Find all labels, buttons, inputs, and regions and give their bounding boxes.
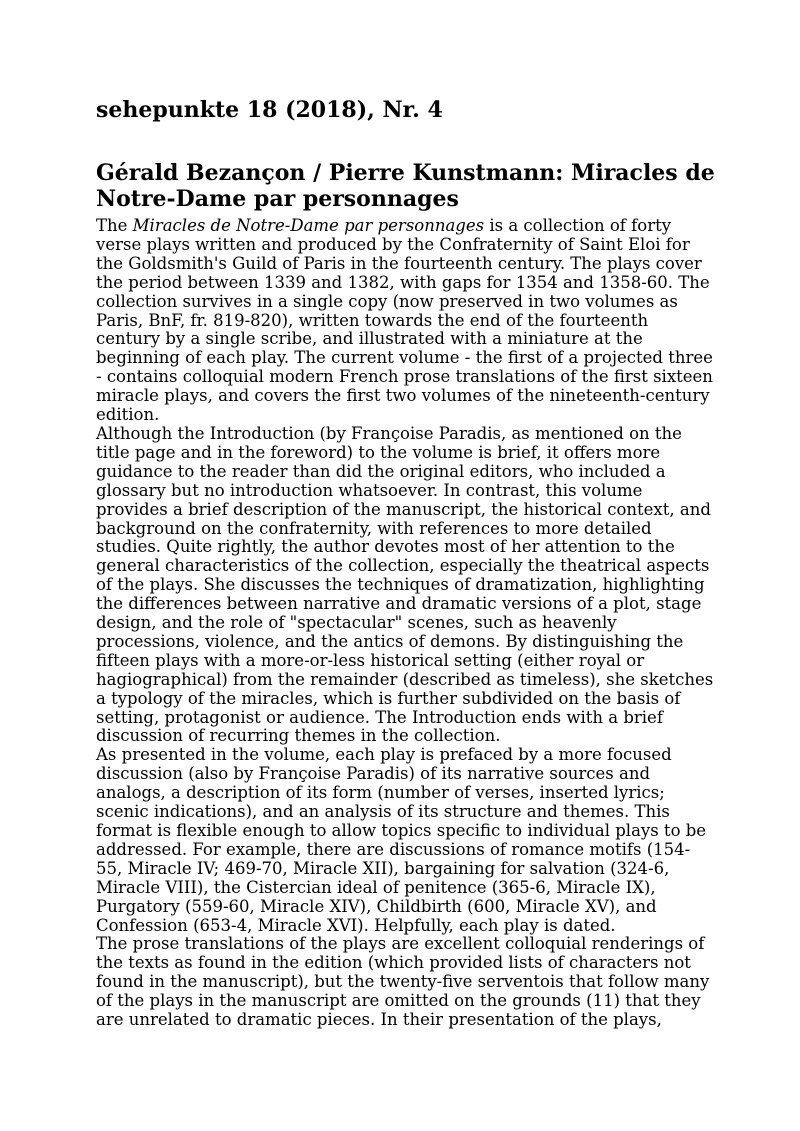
document-page: [96, 96, 716, 1030]
paragraph-1: [96, 217, 716, 425]
paragraph-3: As presented in the volume, each play is prefaced by a more focused discussion (also by Françoise Paradis) of its narrative sources and analogs, a description of its form (number of verses, inserted lyrics; scenic indications), and an analysis of its structure and themes. This format is flexible enough to allow topics specific to individual plays to be addressed. For example, there are discussions of romance motifs (154-55, Miracle IV; 469-70, Miracle XII), bargaining for salvation (324-6, Miracle VIII), the Cistercian ideal of penitence (365-6, Miracle IX), Purgatory (559-60, Miracle XIV), Childbirth (600, Miracle XV), and Confession (653-4, Miracle XVI). Helpfully, each play is dated.: [96, 745, 707, 935]
journal-issue-line: sehepunkte 18 (2018), Nr. 4: [96, 97, 443, 123]
book-title-italic: Miracles de Notre-Dame par personnages: [132, 216, 485, 235]
paragraph-4: The prose translations of the plays are excellent colloquial renderings of the texts as found in the edition (which provided lists of characters not found in the manuscript), but the twenty-five serventois that follow many of the plays in the manuscript are omitted on the grounds (11) that they are unrelated to dramatic pieces. In their presentation of the plays,: [96, 934, 710, 1030]
paragraph-1-text: is a collection of forty verse plays written and produced by the Confraternity of Saint Eloi for the Goldsmith's Guild of Paris in the fourteenth century. The plays cover the period between 1339 and 1382, with gaps for 1354 and 1358-60. The collection survives in a single copy (now preserved in two volumes as Paris, BnF, fr. 819-820), written towards the end of the fourteenth century by a single scribe, and illustrated with a miniature at the beginning of each play. The current volume - the first of a projected three - contains colloquial modern French prose translations of the first sixteen miracle plays, and covers the first two volumes of the nineteenth-century edition.: [96, 216, 713, 425]
paragraph-1-lead: The: [96, 216, 133, 235]
paragraph-2: Although the Introduction (by Françoise Paradis, as mentioned on the title page and in the foreword) to the volume is brief, it offers more guidance to the reader than did the original editors, who included a glossary but no introduction whatsoever. In contrast, this volume provides a brief description of the manuscript, the historical context, and background on the confraternity, with references to more detailed studies. Quite rightly, the author devotes most of her attention to the general characteristics of the collection, especially the theatrical aspects of the plays. She discusses the techniques of dramatization, highlighting the differences between narrative and dramatic versions of a plot, stage design, and the role of "spectacular" scenes, such as heavenly processions, violence, and the antics of demons. By distinguishing the fifteen plays with a more-or-less historical setting (either royal or hagiographical) from the remainder (described as timeless), she sketches a typology of the miracles, which is further subdivided on the basis of setting, protagonist or audience. The Introduction ends with a brief discussion of recurring themes in the collection.: [96, 423, 714, 746]
review-title: Gérald Bezançon / Pierre Kunstmann: Miracles de Notre-Dame par personnages: [96, 160, 715, 212]
